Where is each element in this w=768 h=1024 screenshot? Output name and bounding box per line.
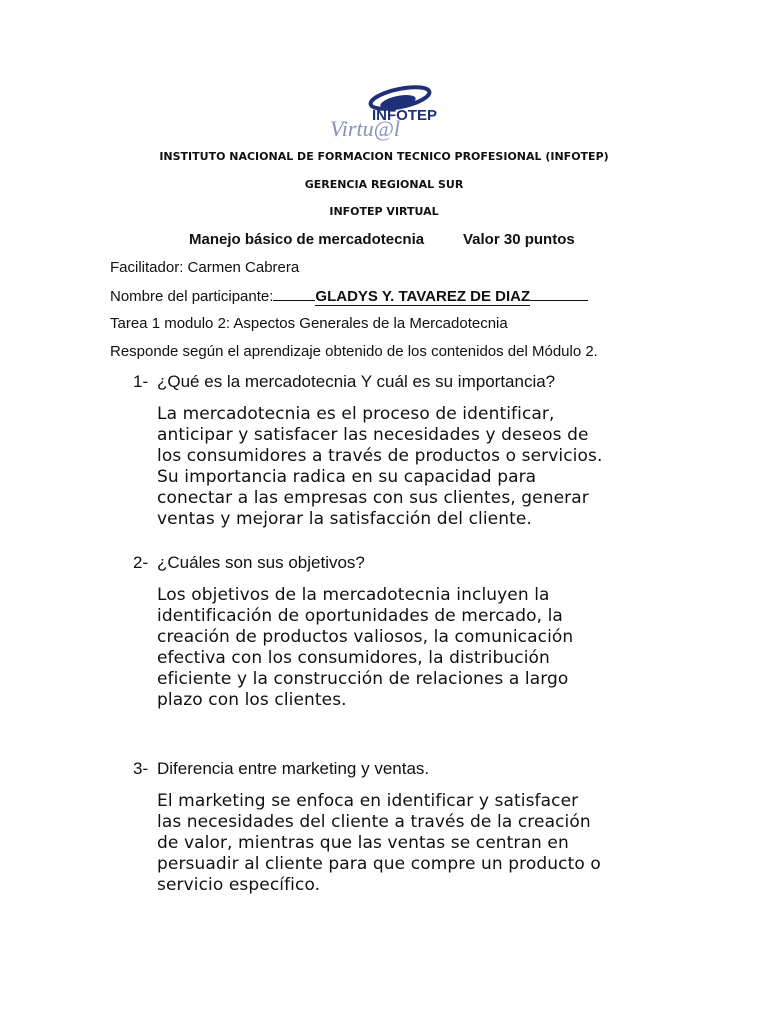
question-text: ¿Qué es la mercadotecnia Y cuál es su importancia? [157, 372, 556, 391]
answer-line: Su importancia radica en su capacidad para [157, 467, 537, 487]
answer-line: La mercadotecnia es el proceso de identificar, [157, 404, 555, 424]
answer-line: las necesidades del cliente a través de la creación [157, 812, 591, 832]
instruction-line: Responde según el aprendizaje obtenido de los contenidos del Módulo 2. [110, 343, 598, 360]
participant-name: GLADYS Y. TAVAREZ DE DIAZ [315, 288, 531, 305]
answer-line: El marketing se enfoca en identificar y satisfacer [157, 791, 579, 811]
answer-line: de valor, mientras que las ventas se centran en [157, 833, 569, 853]
question-text: ¿Cuáles son sus objetivos? [157, 553, 365, 572]
question-number: 2- [133, 553, 149, 572]
infotep-logo [328, 84, 446, 142]
answer-line: Los objetivos de la mercadotecnia incluyen la [157, 585, 550, 605]
question-number: 3- [133, 759, 149, 778]
participant-underline-left [273, 287, 315, 301]
answer-line: ventas y mejorar la satisfacción del cliente. [157, 509, 532, 529]
answer-line: conectar a las empresas con sus clientes, generar [157, 488, 589, 508]
facilitator-line: Facilitador: Carmen Cabrera [110, 259, 300, 276]
course-title: Manejo básico de mercadotecnia [189, 231, 425, 248]
answer-line: creación de productos valiosos, la comunicación [157, 627, 574, 647]
answer-line: anticipar y satisfacer las necesidades y deseos de [157, 425, 589, 445]
virtual-division: INFOTEP VIRTUAL [329, 205, 439, 218]
answer-line: los consumidores a través de productos o servicios. [157, 446, 603, 466]
answer-line: plazo con los clientes. [157, 690, 347, 710]
answer-2 [157, 585, 687, 711]
answer-1 [157, 404, 687, 530]
answer-line: eficiente y la construcción de relaciones a largo [157, 669, 569, 689]
question-text: Diferencia entre marketing y ventas. [157, 759, 430, 778]
participant-label: Nombre del participante: [110, 288, 274, 305]
participant-line [110, 287, 588, 305]
assignment-value: Valor 30 puntos [463, 231, 575, 248]
question-3 [133, 759, 429, 779]
answer-line: efectiva con los consumidores, la distribución [157, 648, 550, 668]
answer-line: persuadir al cliente para que compre un producto o [157, 854, 601, 874]
logo-script-text: Virtu@l [330, 116, 400, 141]
question-1 [133, 372, 555, 392]
institution-name: INSTITUTO NACIONAL DE FORMACION TECNICO PROFESIONAL (INFOTEP) [159, 150, 609, 163]
infotep-logo-graphic [328, 84, 446, 142]
regional-office: GERENCIA REGIONAL SUR [304, 178, 464, 191]
question-number: 1- [133, 372, 149, 391]
logo-text: INFOTEP [372, 107, 438, 124]
answer-3 [157, 791, 687, 896]
question-2 [133, 553, 365, 573]
answer-line: servicio específico. [157, 875, 321, 895]
answer-line: identificación de oportunidades de mercado, la [157, 606, 563, 626]
participant-underline-right [530, 287, 588, 301]
task-line: Tarea 1 modulo 2: Aspectos Generales de la Mercadotecnia [110, 315, 508, 332]
